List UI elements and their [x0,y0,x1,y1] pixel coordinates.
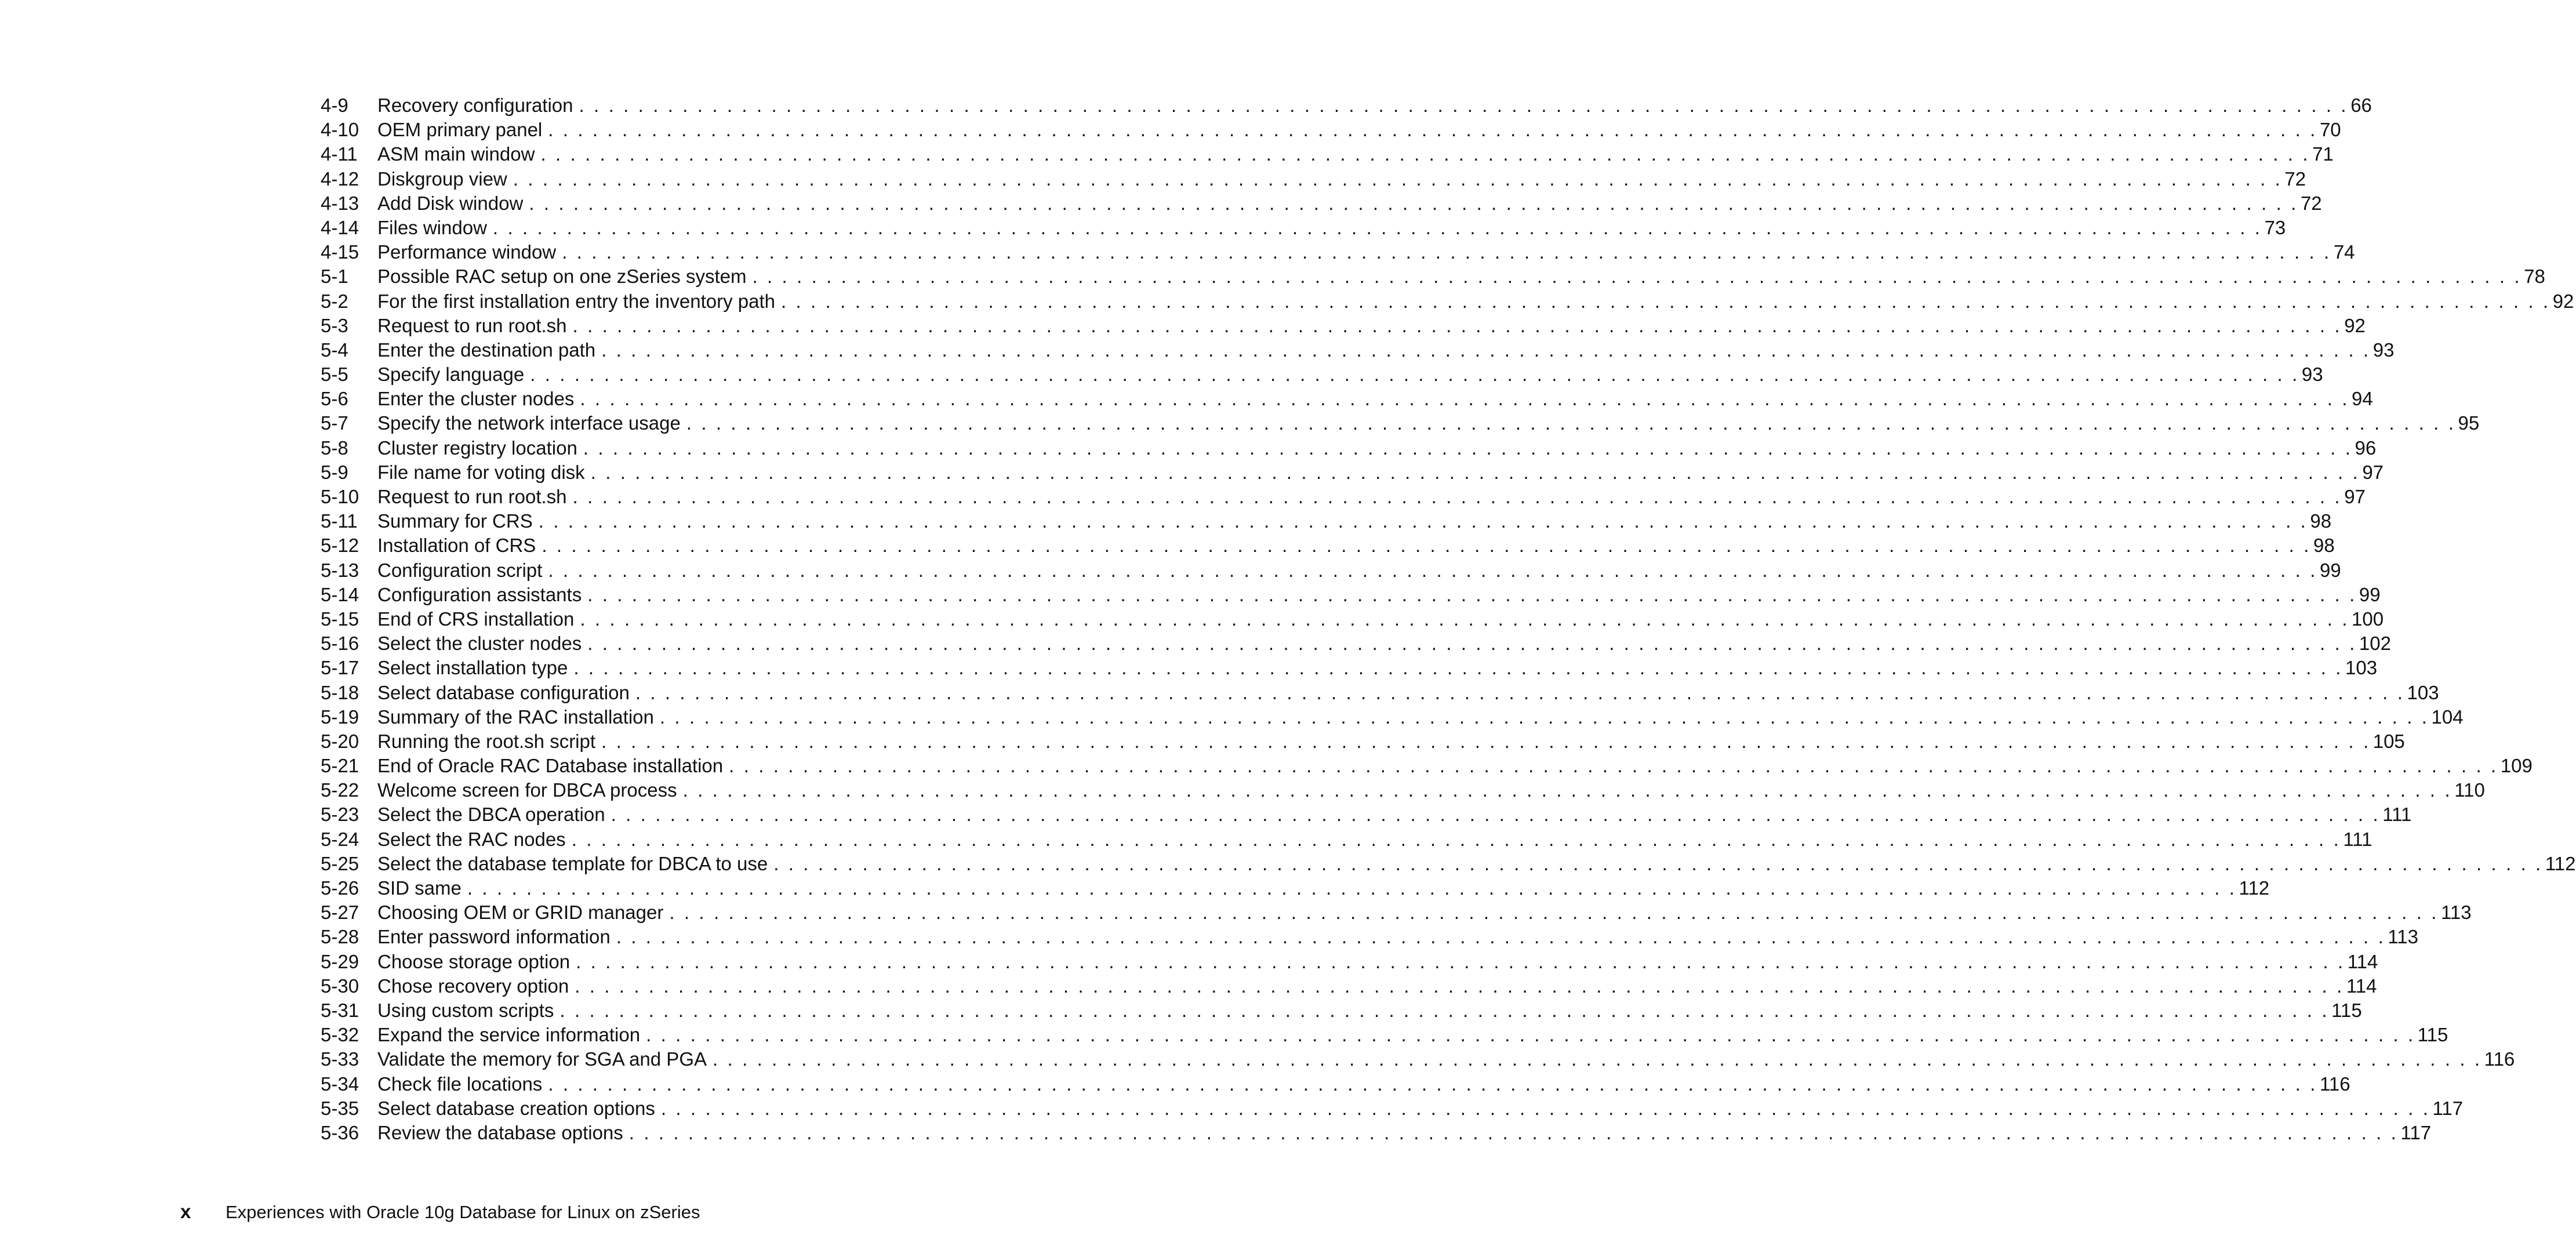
dot-leader: . . . . . . . . . . . . . . . . . . . . . . . . . . . . . . . . . . . . . . . . . . . . . . . . . . . . . . . . . . . . . . . . . . . . . . . . . . . . . . . . . . . . . . . . . . . . . . . . . . . . . . . . . . . . . . . . . . . . . . . . [590,461,2360,483]
dot-leader: . . . . . . . . . . . . . . . . . . . . . . . . . . . . . . . . . . . . . . . . . . . . . . . . . . . . . . . . . . . . . . . . . . . . . . . . . . . . . . . . . . . . . . . . . . . . . . . . . . . . . . . . . . . . . . . . . . . . . . . . [548,119,2317,141]
toc-entry [321,338,2395,362]
page-reference: 71 [2312,143,2334,165]
page-footer [180,1200,700,1224]
dot-leader: . . . . . . . . . . . . . . . . . . . . . . . . . . . . . . . . . . . . . . . . . . . . . . . . . . . . . . . . . . . . . . . . . . . . . . . . . . . . . . . . . . . . . . . . . . . . . . . . . . . . . . . . . . . . . . . . . . . . . . . . [575,975,2344,997]
figure-title: Summary for CRS [377,510,533,532]
figure-number: 4-9 [321,95,348,116]
figure-title: Welcome screen for DBCA process [377,779,677,801]
toc-entry [321,509,2332,533]
page-reference: 98 [2313,535,2335,557]
dot-leader: . . . . . . . . . . . . . . . . . . . . . . . . . . . . . . . . . . . . . . . . . . . . . . . . . . . . . . . . . . . . . . . . . . . . . . . . . . . . . . . . . . . . . . . . . . . . . . . . . . . . . . . . . . . . . . . . . . . . . . . . [542,535,2311,557]
page-reference: 109 [2500,755,2533,777]
dot-leader: . . . . . . . . . . . . . . . . . . . . . . . . . . . . . . . . . . . . . . . . . . . . . . . . . . . . . . . . . . . . . . . . . . . . . . . . . . . . . . . . . . . . . . . . . . . . . . . . . . . . . . . . . . . . . . . . . . . . . . . . [548,1073,2317,1095]
figure-title: Review the database options [377,1121,623,1143]
dot-leader: . . . . . . . . . . . . . . . . . . . . . . . . . . . . . . . . . . . . . . . . . . . . . . . . . . . . . . . . . . . . . . . . . . . . . . . . . . . . . . . . . . . . . . . . . . . . . . . . . . . . . . . . . . . . . . . . . . . . . . . . [646,1024,2415,1046]
toc-entry [321,656,2378,680]
figure-title: Select the DBCA operation [377,804,605,826]
toc-entry [321,411,2480,435]
page-reference: 103 [2407,681,2439,703]
figure-number: 5-1 [321,266,348,288]
toc-entry [321,362,2323,387]
figure-title: Request to run root.sh [377,486,567,507]
dot-leader: . . . . . . . . . . . . . . . . . . . . . . . . . . . . . . . . . . . . . . . . . . . . . . . . . . . . . . . . . . . . . . . . . . . . . . . . . . . . . . . . . . . . . . . . . . . . . . . . . . . . . . . . . . . . . . . . . . . . . . . . [573,657,2344,679]
toc-entry [321,705,2464,729]
figure-title: ASM main window [377,143,535,165]
page-reference: 97 [2362,461,2384,483]
figure-title: Choosing OEM or GRID manager [377,902,664,924]
dot-leader: . . . . . . . . . . . . . . . . . . . . . . . . . . . . . . . . . . . . . . . . . . . . . . . . . . . . . . . . . . . . . . . . . . . . . . . . . . . . . . . . . . . . . . . . . . . . . . . . . . . . . . . . . . . . . . . . . . . . . . . . [571,828,2341,850]
list-of-figures [321,93,2576,1145]
figure-number: 5-31 [321,999,359,1021]
page-reference: 99 [2319,559,2341,581]
page-reference: 104 [2431,706,2464,728]
figure-number: 5-2 [321,290,348,312]
dot-leader: . . . . . . . . . . . . . . . . . . . . . . . . . . . . . . . . . . . . . . . . . . . . . . . . . . . . . . . . . . . . . . . . . . . . . . . . . . . . . . . . . . . . . . . . . . . . . . . . . . . . . . . . . . . . . . . . . . . . . . . . [635,681,2405,703]
figure-number: 5-8 [321,437,348,459]
figure-number: 5-34 [321,1073,359,1095]
dot-leader: . . . . . . . . . . . . . . . . . . . . . . . . . . . . . . . . . . . . . . . . . . . . . . . . . . . . . . . . . . . . . . . . . . . . . . . . . . . . . . . . . . . . . . . . . . . . . . . . . . . . . . . . . . . . . . . . . . . . . . . . [530,364,2299,386]
page-reference: 110 [2454,779,2485,801]
page-reference: 93 [2301,364,2323,386]
figure-title: Cluster registry location [377,437,577,459]
figure-title: Configuration script [377,559,543,581]
toc-entry [321,876,2270,900]
figure-number: 5-6 [321,388,348,410]
dot-leader: . . . . . . . . . . . . . . . . . . . . . . . . . . . . . . . . . . . . . . . . . . . . . . . . . . . . . . . . . . . . . . . . . . . . . . . . . . . . . . . . . . . . . . . . . . . . . . . . . . . . . . . . . . . . . . . . . . . . . . . . [580,608,2350,630]
figure-title: Enter the cluster nodes [377,388,575,410]
figure-title: Specify the network interface usage [377,412,681,434]
page-reference: 93 [2372,339,2395,361]
dot-leader: . . . . . . . . . . . . . . . . . . . . . . . . . . . . . . . . . . . . . . . . . . . . . . . . . . . . . . . . . . . . . . . . . . . . . . . . . . . . . . . . . . . . . . . . . . . . . . . . . . . . . . . . . . . . . . . . . . . . . . . . [659,706,2429,728]
figure-number: 5-3 [321,314,348,336]
figure-title: SID same [377,877,462,899]
page-reference: 116 [2319,1073,2350,1095]
figure-number: 5-35 [321,1097,359,1119]
dot-leader: . . . . . . . . . . . . . . . . . . . . . . . . . . . . . . . . . . . . . . . . . . . . . . . . . . . . . . . . . . . . . . . . . . . . . . . . . . . . . . . . . . . . . . . . . . . . . . . . . . . . . . . . . . . . . . . . . . . . . . . . [781,290,2550,312]
page-reference: 115 [2331,999,2362,1021]
toc-entry [321,802,2412,827]
figure-title: Add Disk window [377,192,524,214]
dot-leader: . . . . . . . . . . . . . . . . . . . . . . . . . . . . . . . . . . . . . . . . . . . . . . . . . . . . . . . . . . . . . . . . . . . . . . . . . . . . . . . . . . . . . . . . . . . . . . . . . . . . . . . . . . . . . . . . . . . . . . . . [682,779,2453,801]
figure-title: Select installation type [377,657,568,679]
figure-title: Expand the service information [377,1024,641,1046]
toc-entry [321,1072,2350,1096]
figure-title: Performance window [377,241,557,263]
figure-title: Running the root.sh script [377,730,596,752]
dot-leader: . . . . . . . . . . . . . . . . . . . . . . . . . . . . . . . . . . . . . . . . . . . . . . . . . . . . . . . . . . . . . . . . . . . . . . . . . . . . . . . . . . . . . . . . . . . . . . . . . . . . . . . . . . . . . . . . . . . . . . . . [548,559,2317,581]
toc-entry [321,485,2366,509]
figure-number: 5-21 [321,755,359,777]
toc-entry [321,558,2341,583]
toc-entry [321,533,2335,558]
toc-entry [321,167,2306,191]
figure-number: 5-13 [321,559,359,581]
page-reference: 96 [2355,437,2377,459]
page-reference: 99 [2359,583,2381,605]
toc-entry [321,729,2405,754]
figure-number: 5-22 [321,779,359,801]
figure-title: Select the database template for DBCA to use [377,852,768,874]
page-reference: 117 [2400,1121,2432,1143]
dot-leader: . . . . . . . . . . . . . . . . . . . . . . . . . . . . . . . . . . . . . . . . . . . . . . . . . . . . . . . . . . . . . . . . . . . . . . . . . . . . . . . . . . . . . . . . . . . . . . . . . . . . . . . . . . . . . . . . . . . . . . . . [576,950,2345,972]
figure-number: 5-18 [321,681,359,703]
dot-leader: . . . . . . . . . . . . . . . . . . . . . . . . . . . . . . . . . . . . . . . . . . . . . . . . . . . . . . . . . . . . . . . . . . . . . . . . . . . . . . . . . . . . . . . . . . . . . . . . . . . . . . . . . . . . . . . . . . . . . . . . [628,1121,2399,1143]
page-reference: 100 [2352,608,2384,630]
toc-entry [321,191,2322,216]
page-number: x [180,1201,191,1222]
dot-leader: . . . . . . . . . . . . . . . . . . . . . . . . . . . . . . . . . . . . . . . . . . . . . . . . . . . . . . . . . . . . . . . . . . . . . . . . . . . . . . . . . . . . . . . . . . . . . . . . . . . . . . . . . . . . . . . . . . . . . . . . [686,412,2456,434]
figure-title: Request to run root.sh [377,314,567,336]
toc-entry [321,998,2362,1023]
dot-leader: . . . . . . . . . . . . . . . . . . . . . . . . . . . . . . . . . . . . . . . . . . . . . . . . . . . . . . . . . . . . . . . . . . . . . . . . . . . . . . . . . . . . . . . . . . . . . . . . . . . . . . . . . . . . . . . . . . . . . . . . [579,95,2349,116]
page-reference: 112 [2545,852,2576,874]
figure-number: 4-11 [321,143,358,165]
figure-title: Enter the destination path [377,339,596,361]
page-reference: 105 [2372,730,2405,752]
dot-leader: . . . . . . . . . . . . . . . . . . . . . . . . . . . . . . . . . . . . . . . . . . . . . . . . . . . . . . . . . . . . . . . . . . . . . . . . . . . . . . . . . . . . . . . . . . . . . . . . . . . . . . . . . . . . . . . . . . . . . . . . [572,486,2342,507]
dot-leader: . . . . . . . . . . . . . . . . . . . . . . . . . . . . . . . . . . . . . . . . . . . . . . . . . . . . . . . . . . . . . . . . . . . . . . . . . . . . . . . . . . . . . . . . . . . . . . . . . . . . . . . . . . . . . . . . . . . . . . . . [729,755,2498,777]
figure-number: 5-17 [321,657,359,679]
figure-title: Validate the memory for SGA and PGA [377,1048,707,1070]
toc-entry [321,289,2574,314]
figure-number: 5-12 [321,535,359,557]
dot-leader: . . . . . . . . . . . . . . . . . . . . . . . . . . . . . . . . . . . . . . . . . . . . . . . . . . . . . . . . . . . . . . . . . . . . . . . . . . . . . . . . . . . . . . . . . . . . . . . . . . . . . . . . . . . . . . . . . . . . . . . . [587,633,2357,655]
figure-number: 5-29 [321,950,359,972]
figure-title: Possible RAC setup on one zSeries system [377,266,747,288]
figure-number: 5-32 [321,1024,359,1046]
toc-entry [321,950,2378,974]
figure-number: 4-10 [321,119,359,141]
page-reference: 103 [2345,657,2378,679]
page-reference: 92 [2344,314,2366,336]
figure-title: For the first installation entry the inventory path [377,290,776,312]
toc-entry [321,778,2485,802]
dot-leader: . . . . . . . . . . . . . . . . . . . . . . . . . . . . . . . . . . . . . . . . . . . . . . . . . . . . . . . . . . . . . . . . . . . . . . . . . . . . . . . . . . . . . . . . . . . . . . . . . . . . . . . . . . . . . . . . . . . . . . . . [562,241,2331,263]
book-title: Experiences with Oracle 10g Database for Linux on zSeries [226,1202,700,1222]
figure-number: 5-23 [321,804,359,826]
dot-leader: . . . . . . . . . . . . . . . . . . . . . . . . . . . . . . . . . . . . . . . . . . . . . . . . . . . . . . . . . . . . . . . . . . . . . . . . . . . . . . . . . . . . . . . . . . . . . . . . . . . . . . . . . . . . . . . . . . . . . . . . [669,902,2439,924]
figure-number: 5-24 [321,828,359,850]
page-reference: 92 [2552,290,2574,312]
toc-entry [321,1023,2448,1047]
figure-number: 5-10 [321,486,359,507]
dot-leader: . . . . . . . . . . . . . . . . . . . . . . . . . . . . . . . . . . . . . . . . . . . . . . . . . . . . . . . . . . . . . . . . . . . . . . . . . . . . . . . . . . . . . . . . . . . . . . . . . . . . . . . . . . . . . . . . . . . . . . . . [492,216,2262,238]
figure-number: 5-14 [321,583,359,605]
page-reference: 114 [2347,950,2378,972]
toc-entry [321,142,2334,166]
figure-title: Check file locations [377,1073,543,1095]
toc-entry [321,1121,2432,1145]
dot-leader: . . . . . . . . . . . . . . . . . . . . . . . . . . . . . . . . . . . . . . . . . . . . . . . . . . . . . . . . . . . . . . . . . . . . . . . . . . . . . . . . . . . . . . . . . . . . . . . . . . . . . . . . . . . . . . . . . . . . . . . . [752,266,2522,288]
page-reference: 98 [2310,510,2332,532]
page-reference: 72 [2284,168,2306,190]
dot-leader: . . . . . . . . . . . . . . . . . . . . . . . . . . . . . . . . . . . . . . . . . . . . . . . . . . . . . . . . . . . . . . . . . . . . . . . . . . . . . . . . . . . . . . . . . . . . . . . . . . . . . . . . . . . . . . . . . . . . . . . . [611,804,2381,826]
toc-entry [321,925,2418,949]
figure-number: 5-16 [321,633,359,655]
figure-title: Enter password information [377,926,611,948]
figure-title: Summary of the RAC installation [377,706,654,728]
page-reference: 112 [2239,877,2270,899]
figure-title: Files window [377,216,487,238]
figure-title: Diskgroup view [377,168,507,190]
figure-number: 5-25 [321,852,359,874]
figure-number: 5-20 [321,730,359,752]
figure-number: 5-30 [321,975,359,997]
toc-entry [321,631,2391,656]
page-reference: 115 [2417,1024,2448,1046]
toc-entry [321,460,2384,485]
toc-entry [321,607,2384,631]
figure-title: Select database creation options [377,1097,655,1119]
toc-entry [321,240,2355,264]
page-reference: 114 [2346,975,2377,997]
toc-entry [321,754,2533,778]
toc-entry [321,314,2366,338]
dot-leader: . . . . . . . . . . . . . . . . . . . . . . . . . . . . . . . . . . . . . . . . . . . . . . . . . . . . . . . . . . . . . . . . . . . . . . . . . . . . . . . . . . . . . . . . . . . . . . . . . . . . . . . . . . . . . . . . . . . . . . . . [529,192,2298,214]
figure-title: File name for voting disk [377,461,585,483]
dot-leader: . . . . . . . . . . . . . . . . . . . . . . . . . . . . . . . . . . . . . . . . . . . . . . . . . . . . . . . . . . . . . . . . . . . . . . . . . . . . . . . . . . . . . . . . . . . . . . . . . . . . . . . . . . . . . . . . . . . . . . . . [583,437,2353,459]
toc-entry [321,900,2472,925]
figure-number: 5-11 [321,510,358,532]
figure-title: Specify language [377,364,525,386]
page-reference: 97 [2344,486,2366,507]
figure-number: 5-9 [321,461,348,483]
figure-number: 4-15 [321,241,359,263]
dot-leader: . . . . . . . . . . . . . . . . . . . . . . . . . . . . . . . . . . . . . . . . . . . . . . . . . . . . . . . . . . . . . . . . . . . . . . . . . . . . . . . . . . . . . . . . . . . . . . . . . . . . . . . . . . . . . . . . . . . . . . . . [773,852,2543,874]
toc-entry [321,118,2341,142]
figure-number: 5-5 [321,364,348,386]
figure-title: Select the RAC nodes [377,828,566,850]
page-reference: 72 [2300,192,2322,214]
page-reference: 66 [2350,95,2372,116]
figure-title: Recovery configuration [377,95,573,116]
page-reference: 73 [2264,216,2286,238]
dot-leader: . . . . . . . . . . . . . . . . . . . . . . . . . . . . . . . . . . . . . . . . . . . . . . . . . . . . . . . . . . . . . . . . . . . . . . . . . . . . . . . . . . . . . . . . . . . . . . . . . . . . . . . . . . . . . . . . . . . . . . . . [587,583,2357,605]
toc-entry [321,93,2372,118]
dot-leader: . . . . . . . . . . . . . . . . . . . . . . . . . . . . . . . . . . . . . . . . . . . . . . . . . . . . . . . . . . . . . . . . . . . . . . . . . . . . . . . . . . . . . . . . . . . . . . . . . . . . . . . . . . . . . . . . . . . . . . . . [572,314,2342,336]
toc-entry [321,216,2286,240]
page-reference: 113 [2441,902,2472,924]
toc-entry [321,387,2373,411]
toc-entry [321,827,2372,852]
page-reference: 116 [2484,1048,2515,1070]
figure-title: Using custom scripts [377,999,554,1021]
figure-title: End of CRS installation [377,608,575,630]
figure-number: 5-27 [321,902,359,924]
figure-number: 5-28 [321,926,359,948]
figure-number: 5-33 [321,1048,359,1070]
toc-entry [321,681,2439,705]
figure-title: Configuration assistants [377,583,582,605]
figure-title: Choose storage option [377,950,571,972]
figure-number: 5-4 [321,339,348,361]
page-reference: 102 [2359,633,2391,655]
toc-entry [321,852,2576,876]
figure-title: Select database configuration [377,681,630,703]
dot-leader: . . . . . . . . . . . . . . . . . . . . . . . . . . . . . . . . . . . . . . . . . . . . . . . . . . . . . . . . . . . . . . . . . . . . . . . . . . . . . . . . . . . . . . . . . . . . . . . . . . . . . . . . . . . . . . . . . . . . . . . . [601,339,2371,361]
page-reference: 74 [2333,241,2355,263]
toc-entry [321,436,2377,460]
dot-leader: . . . . . . . . . . . . . . . . . . . . . . . . . . . . . . . . . . . . . . . . . . . . . . . . . . . . . . . . . . . . . . . . . . . . . . . . . . . . . . . . . . . . . . . . . . . . . . . . . . . . . . . . . . . . . . . . . . . . . . . . [538,510,2308,532]
dot-leader: . . . . . . . . . . . . . . . . . . . . . . . . . . . . . . . . . . . . . . . . . . . . . . . . . . . . . . . . . . . . . . . . . . . . . . . . . . . . . . . . . . . . . . . . . . . . . . . . . . . . . . . . . . . . . . . . . . . . . . . . [467,877,2237,899]
figure-title: Chose recovery option [377,975,569,997]
dot-leader: . . . . . . . . . . . . . . . . . . . . . . . . . . . . . . . . . . . . . . . . . . . . . . . . . . . . . . . . . . . . . . . . . . . . . . . . . . . . . . . . . . . . . . . . . . . . . . . . . . . . . . . . . . . . . . . . . . . . . . . . [540,143,2310,165]
page-reference: 117 [2432,1097,2464,1119]
page-reference: 111 [2343,828,2372,850]
figure-title: Installation of CRS [377,535,536,557]
figure-title: OEM primary panel [377,119,543,141]
dot-leader: . . . . . . . . . . . . . . . . . . . . . . . . . . . . . . . . . . . . . . . . . . . . . . . . . . . . . . . . . . . . . . . . . . . . . . . . . . . . . . . . . . . . . . . . . . . . . . . . . . . . . . . . . . . . . . . . . . . . . . . . [513,168,2283,190]
page-reference: 94 [2352,388,2373,410]
dot-leader: . . . . . . . . . . . . . . . . . . . . . . . . . . . . . . . . . . . . . . . . . . . . . . . . . . . . . . . . . . . . . . . . . . . . . . . . . . . . . . . . . . . . . . . . . . . . . . . . . . . . . . . . . . . . . . . . . . . . . . . . [601,730,2371,752]
dot-leader: . . . . . . . . . . . . . . . . . . . . . . . . . . . . . . . . . . . . . . . . . . . . . . . . . . . . . . . . . . . . . . . . . . . . . . . . . . . . . . . . . . . . . . . . . . . . . . . . . . . . . . . . . . . . . . . . . . . . . . . . [616,926,2386,948]
toc-entry [321,1047,2515,1071]
page-reference: 111 [2382,804,2412,826]
figure-number: 5-15 [321,608,359,630]
page-reference: 113 [2388,926,2418,948]
figure-title: Select the cluster nodes [377,633,582,655]
figure-number: 5-7 [321,412,348,434]
figure-number: 5-36 [321,1121,359,1143]
dot-leader: . . . . . . . . . . . . . . . . . . . . . . . . . . . . . . . . . . . . . . . . . . . . . . . . . . . . . . . . . . . . . . . . . . . . . . . . . . . . . . . . . . . . . . . . . . . . . . . . . . . . . . . . . . . . . . . . . . . . . . . . [580,388,2350,410]
dot-leader: . . . . . . . . . . . . . . . . . . . . . . . . . . . . . . . . . . . . . . . . . . . . . . . . . . . . . . . . . . . . . . . . . . . . . . . . . . . . . . . . . . . . . . . . . . . . . . . . . . . . . . . . . . . . . . . . . . . . . . . . [713,1048,2482,1070]
figure-number: 5-26 [321,877,359,899]
page-reference: 78 [2524,266,2545,288]
toc-entry [321,583,2381,607]
figure-number: 4-12 [321,168,359,190]
toc-entry [321,974,2377,998]
figure-number: 5-19 [321,706,359,728]
dot-leader: . . . . . . . . . . . . . . . . . . . . . . . . . . . . . . . . . . . . . . . . . . . . . . . . . . . . . . . . . . . . . . . . . . . . . . . . . . . . . . . . . . . . . . . . . . . . . . . . . . . . . . . . . . . . . . . . . . . . . . . . [559,999,2330,1021]
page-reference: 70 [2319,119,2341,141]
figure-number: 4-13 [321,192,359,214]
toc-entry [321,1096,2464,1121]
page-reference: 95 [2458,412,2480,434]
figure-number: 4-14 [321,216,359,238]
figure-title: End of Oracle RAC Database installation [377,755,724,777]
dot-leader: . . . . . . . . . . . . . . . . . . . . . . . . . . . . . . . . . . . . . . . . . . . . . . . . . . . . . . . . . . . . . . . . . . . . . . . . . . . . . . . . . . . . . . . . . . . . . . . . . . . . . . . . . . . . . . . . . . . . . . . . [660,1097,2430,1119]
toc-entry [321,264,2545,289]
